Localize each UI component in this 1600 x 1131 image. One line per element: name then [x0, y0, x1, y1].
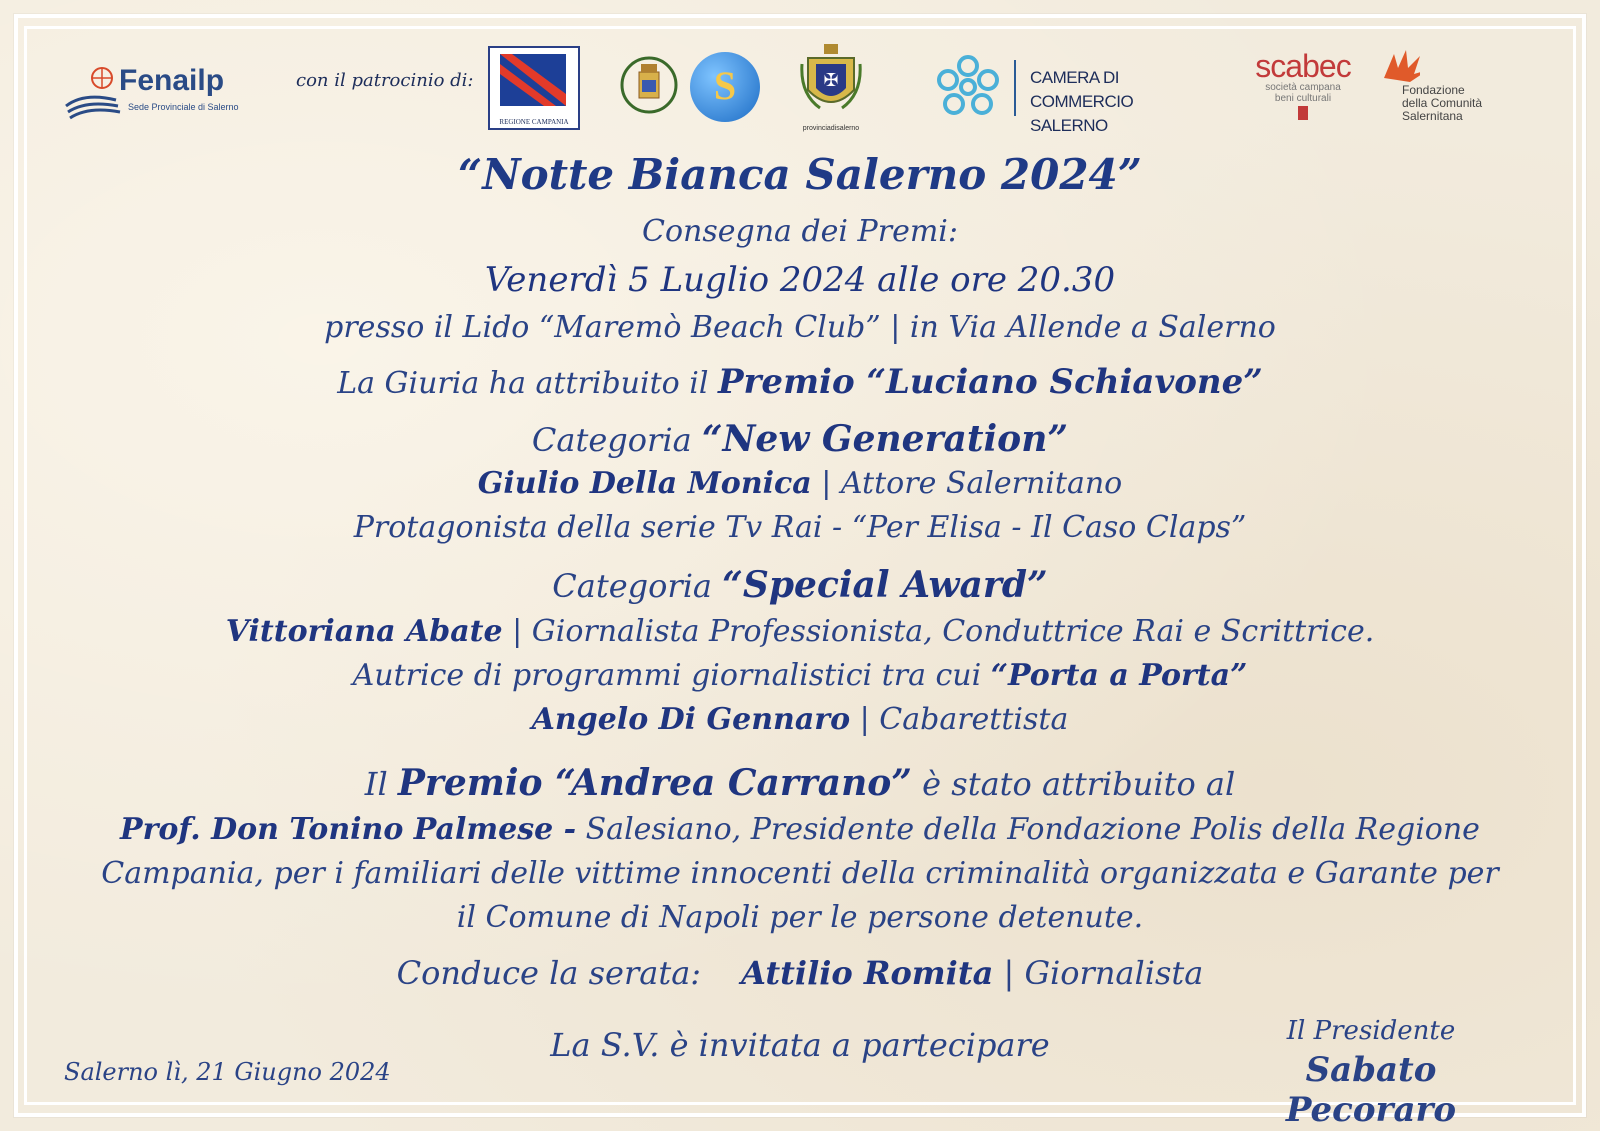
- location-line: presso il Lido “Maremò Beach Club” | in Via Allende a Salerno: [324, 310, 1276, 345]
- camera-line1: CAMERA DI COMMERCIO: [1030, 68, 1134, 111]
- cat2-winner1-role: | Giornalista Professionista, Conduttrice Rai e Scrittrice.: [502, 614, 1375, 649]
- carrano-winner: Prof. Don Tonino Palmese -: [120, 812, 577, 847]
- fondazione-line3: Salernitana: [1402, 109, 1463, 123]
- patronage-text: con il patrocinio di:: [296, 70, 474, 91]
- scabec-column-icon: [1298, 106, 1308, 120]
- regione-label: REGIONE CAMPANIA: [499, 118, 569, 126]
- fenailp-logo: [64, 62, 264, 132]
- camera-text: [1030, 66, 1224, 138]
- presidente-title: Il Presidente: [1286, 1016, 1456, 1046]
- giuria-line: [0, 362, 1600, 402]
- carrano-line1-rest: Salesiano, Presidente della Fondazione Polis della Regione: [576, 812, 1480, 847]
- conduce-prefix: Conduce la serata:: [396, 954, 702, 992]
- camera-divider: [1014, 60, 1016, 116]
- cat2-winner2-role: | Cabarettista: [850, 702, 1069, 737]
- porta-a-porta: “Porta a Porta”: [990, 658, 1248, 693]
- carrano-line1: [0, 812, 1600, 847]
- fondazione-logo: [1380, 48, 1530, 134]
- conduce-line: [0, 954, 1600, 992]
- provincia-crest-icon: [800, 44, 862, 120]
- scabec-name: scabec: [1255, 48, 1351, 84]
- cat2-prefix: Categoria: [552, 567, 723, 605]
- camera-commercio-logo: [934, 52, 1224, 135]
- cat1-winner-line: [0, 466, 1600, 501]
- conduce-role: | Giornalista: [993, 954, 1204, 992]
- carrano-line3: il Comune di Napoli per le persone detenute.: [456, 900, 1144, 935]
- comune-salerno-logo: [620, 52, 678, 118]
- place-date: Salerno lì, 21 Giugno 2024: [64, 1058, 391, 1086]
- giuria-prefix: La Giuria ha attribuito il: [337, 366, 718, 401]
- cat1-heading: [0, 418, 1600, 460]
- date-time-line: Venerdì 5 Luglio 2024 alle ore 20.30: [484, 260, 1116, 300]
- scabec-line1: società campana: [1265, 82, 1341, 93]
- cat2-winner1-line: [0, 614, 1600, 649]
- carrano-suffix: è stato attribuito al: [912, 765, 1236, 803]
- carrano-prefix: Il: [364, 765, 398, 803]
- comune-crest-icon: [620, 52, 678, 118]
- fondazione-line2: della Comunità: [1402, 96, 1483, 110]
- cat2-desc-prefix: Autrice di programmi giornalistici tra cui: [352, 658, 991, 693]
- carrano-heading: [0, 762, 1600, 804]
- camera-line2: SALERNO: [1030, 116, 1108, 135]
- sfera-logo: [690, 52, 760, 122]
- premio-schiavone: Premio “Luciano Schiavone”: [717, 362, 1263, 402]
- provincia-salerno-logo: [800, 44, 862, 130]
- svg-text:✠: ✠: [823, 70, 839, 91]
- cat2-winner2-line: [0, 702, 1600, 737]
- fenailp-waves-icon: [64, 62, 124, 132]
- regione-shield-icon: [500, 54, 566, 106]
- fenailp-name: Fenailp: [119, 64, 225, 97]
- fenailp-subtitle: Sede Provinciale di Salerno: [128, 102, 239, 112]
- scabec-line2: beni culturali: [1274, 93, 1332, 104]
- consegna-line: Consegna dei Premi:: [642, 214, 958, 249]
- cat2-winner1-desc: [0, 658, 1600, 693]
- invito-line: La S.V. è invitata a partecipare: [550, 1026, 1050, 1064]
- carrano-line2: Campania, per i familiari delle vittime innocenti della criminalità organizzata e Garante per: [101, 856, 1499, 891]
- cat2-winner2: Angelo Di Gennaro: [531, 702, 851, 737]
- conduce-name: Attilio Romita: [741, 954, 994, 992]
- sfera-letter: S: [713, 63, 737, 108]
- cat1-winner: Giulio Della Monica: [477, 466, 812, 501]
- fondazione-line1: Fondazione: [1402, 83, 1465, 97]
- cat1-prefix: Categoria: [531, 421, 702, 459]
- regione-campania-logo: [488, 46, 580, 130]
- camera-commercio-icon: [934, 54, 1002, 120]
- cat1-description: Protagonista della serie Tv Rai - “Per Elisa - Il Caso Claps”: [353, 510, 1247, 545]
- cat1-name: “New Generation”: [701, 418, 1069, 460]
- scabec-logo: [1248, 50, 1358, 130]
- presidente-name: Sabato Pecoraro: [1285, 1050, 1457, 1130]
- event-title: “Notte Bianca Salerno 2024”: [458, 150, 1142, 199]
- cat2-heading: [0, 564, 1600, 606]
- presidente-signature: [1226, 1016, 1516, 1130]
- cat2-winner1: Vittoriana Abate: [225, 614, 503, 649]
- cat2-name: “Special Award”: [722, 564, 1048, 606]
- cat1-winner-role: | Attore Salernitano: [811, 466, 1123, 501]
- fondazione-hand-icon: [1380, 48, 1420, 84]
- fondazione-text: [1402, 84, 1482, 123]
- provincia-label: provinciadisalerno: [802, 125, 860, 132]
- premio-carrano: Premio “Andrea Carrano”: [397, 762, 912, 804]
